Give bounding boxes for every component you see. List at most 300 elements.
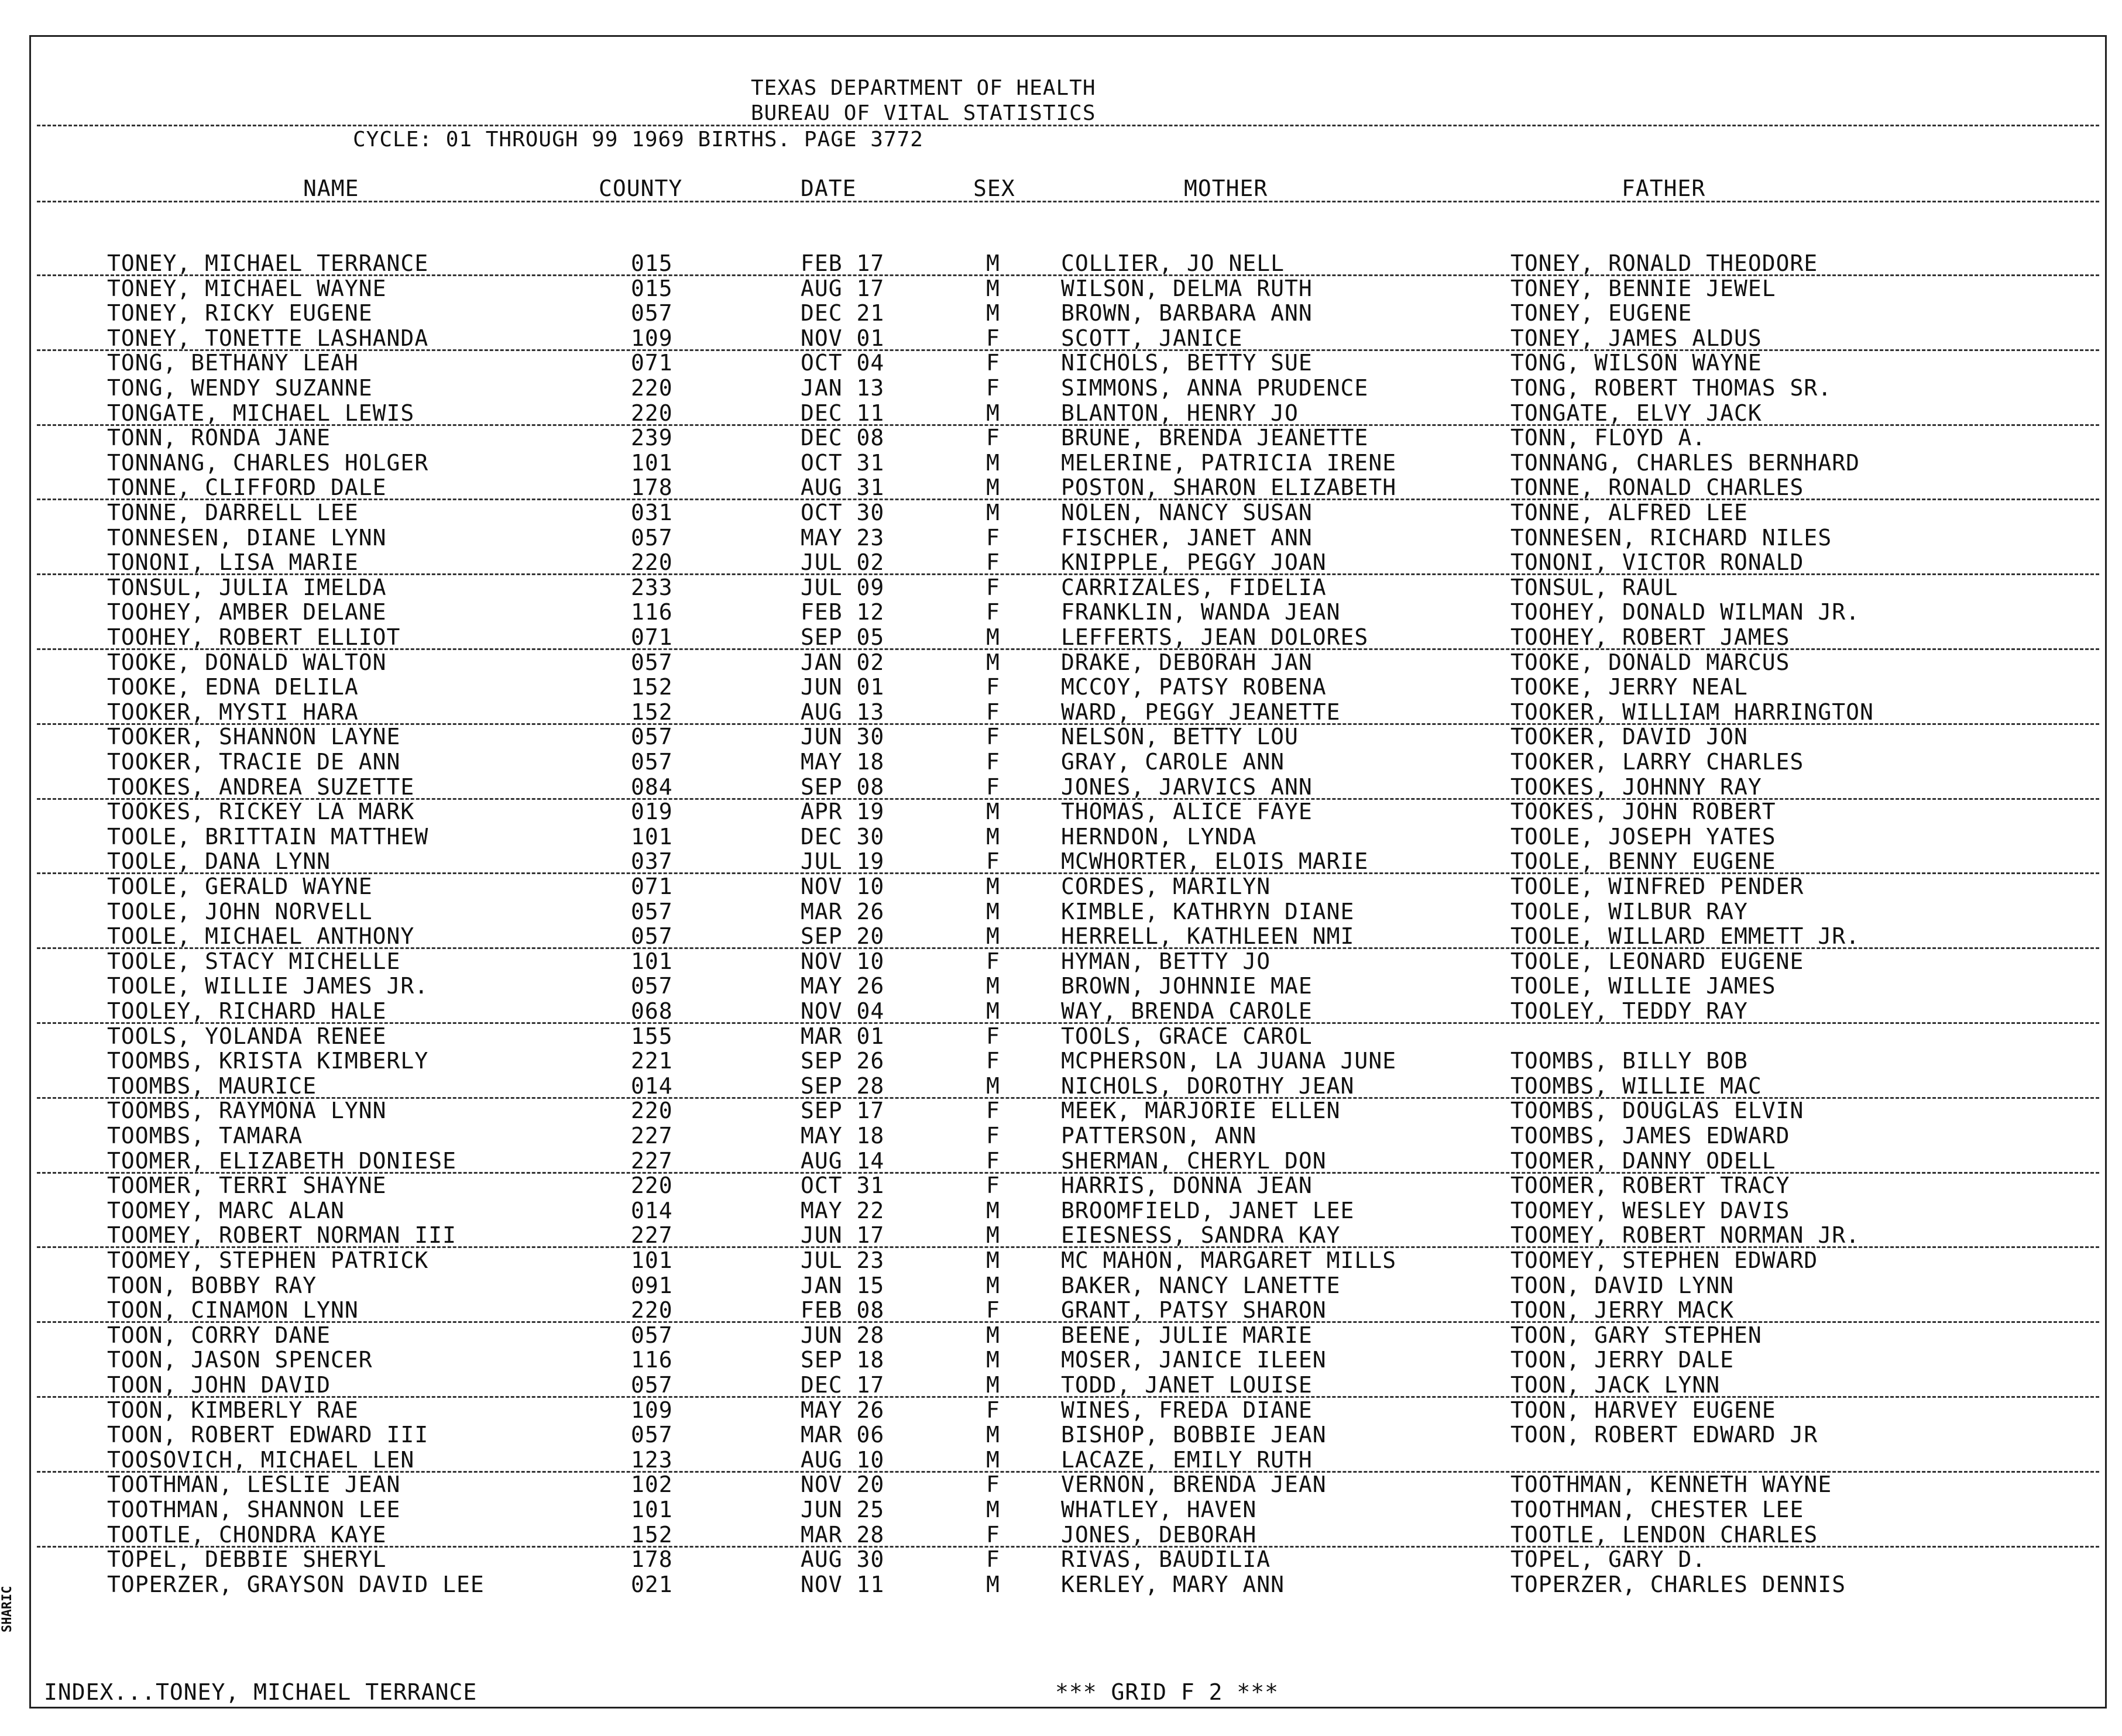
table-row (31, 651, 2105, 676)
record-name: TOON, KIMBERLY RAE (107, 1397, 359, 1423)
record-name: TOPERZER, GRAYSON DAVID LEE (107, 1571, 485, 1597)
record-county: 220 (631, 1173, 673, 1199)
table-row (31, 676, 2105, 700)
record-mother: EIESNESS, SANDRA KAY (1061, 1222, 1341, 1249)
record-sex: M (986, 250, 1000, 276)
record-sex: M (986, 1072, 1000, 1099)
record-date: AUG 17 (801, 275, 885, 301)
record-father: TOOMEY, STEPHEN EDWARD (1510, 1247, 1818, 1273)
table-row (31, 427, 2105, 451)
record-mother: COLLIER, JO NELL (1061, 250, 1285, 276)
record-date: SEP 17 (801, 1098, 885, 1124)
record-sex: F (986, 425, 1000, 451)
record-father: TONGATE, ELVY JACK (1510, 400, 1762, 426)
record-mother: VERNON, BRENDA JEAN (1061, 1472, 1327, 1498)
record-mother: BLANTON, HENRY JO (1061, 400, 1299, 426)
record-father: TONG, WILSON WAYNE (1510, 350, 1762, 376)
record-county: 068 (631, 998, 673, 1024)
record-sex: F (986, 1521, 1000, 1548)
record-father: TONNE, ALFRED LEE (1510, 500, 1748, 525)
record-sex: F (986, 749, 1000, 775)
record-date: FEB 12 (801, 599, 885, 625)
record-mother: WARD, PEGGY JEANETTE (1061, 699, 1341, 725)
record-county: 084 (631, 774, 673, 800)
record-mother: KERLEY, MARY ANN (1061, 1571, 1285, 1597)
table-row (31, 1446, 2105, 1473)
record-sex: M (986, 1422, 1000, 1448)
record-county: 227 (631, 1123, 673, 1149)
record-father: TOOHEY, DONALD WILMAN JR. (1510, 599, 1860, 625)
table-row (31, 1274, 2105, 1299)
table-row (31, 1174, 2105, 1199)
record-date: DEC 17 (801, 1372, 885, 1398)
record-mother: FISCHER, JANET ANN (1061, 524, 1313, 551)
record-name: TOON, BOBBY RAY (107, 1272, 317, 1298)
record-county: 239 (631, 425, 673, 451)
record-mother: CORDES, MARILYN (1061, 874, 1271, 899)
record-father: TOOMBS, JAMES EDWARD (1510, 1123, 1790, 1149)
record-county: 071 (631, 624, 673, 650)
record-mother: MOSER, JANICE ILEEN (1061, 1347, 1327, 1373)
record-date: MAY 22 (801, 1197, 885, 1223)
record-father: TONONI, VICTOR RONALD (1510, 549, 1804, 576)
record-sex: F (986, 599, 1000, 625)
record-sex: F (986, 1546, 1000, 1573)
record-mother: LACAZE, EMILY RUTH (1061, 1446, 1313, 1473)
record-date: MAR 28 (801, 1521, 885, 1548)
record-sex: F (986, 524, 1000, 551)
record-county: 021 (631, 1571, 673, 1597)
record-date: JAN 15 (801, 1272, 885, 1298)
table-row (31, 327, 2105, 352)
table-row (31, 476, 2105, 501)
record-father: TOOLE, WILBUR RAY (1510, 898, 1748, 924)
record-date: SEP 28 (801, 1072, 885, 1099)
record-county: 116 (631, 599, 673, 625)
table-row (31, 1025, 2105, 1050)
record-father: TOOMEY, ROBERT NORMAN JR. (1510, 1222, 1860, 1249)
record-father: TOON, HARVEY EUGENE (1510, 1397, 1776, 1423)
record-date: AUG 30 (801, 1546, 885, 1573)
record-name: TOON, ROBERT EDWARD III (107, 1422, 429, 1448)
record-name: TONNANG, CHARLES HOLGER (107, 449, 429, 476)
table-row (31, 975, 2105, 999)
record-sex: M (986, 874, 1000, 899)
record-date: SEP 05 (801, 624, 885, 650)
record-father: TOON, JERRY MACK (1510, 1297, 1735, 1324)
record-date: JUN 01 (801, 674, 885, 700)
record-county: 233 (631, 574, 673, 600)
record-father: TONEY, EUGENE (1510, 300, 1692, 326)
record-date: NOV 20 (801, 1472, 885, 1498)
record-name: TOOLE, DANA LYNN (107, 848, 331, 875)
table-row (31, 1224, 2105, 1249)
table-row (31, 302, 2105, 326)
record-father: TOOLE, JOSEPH YATES (1510, 823, 1776, 850)
document-page (29, 35, 2107, 1709)
grid-footer: *** GRID F 2 *** (1055, 1679, 1279, 1705)
record-mother: BAKER, NANCY LANETTE (1061, 1272, 1341, 1298)
record-mother: POSTON, SHARON ELIZABETH (1061, 475, 1397, 501)
column-header-mother: MOTHER (1184, 176, 1268, 201)
table-row (31, 1249, 2105, 1274)
record-mother: BROWN, BARBARA ANN (1061, 300, 1313, 326)
record-father: TOOLEY, TEDDY RAY (1510, 998, 1748, 1024)
record-name: TOOKER, TRACIE DE ANN (107, 749, 401, 775)
record-name: TOOHEY, AMBER DELANE (107, 599, 387, 625)
record-date: MAR 26 (801, 898, 885, 924)
record-county: 015 (631, 275, 673, 301)
record-name: TOON, CINAMON LYNN (107, 1297, 359, 1324)
record-date: AUG 13 (801, 699, 885, 725)
table-row (31, 800, 2105, 825)
record-date: JAN 13 (801, 375, 885, 401)
record-county: 152 (631, 1521, 673, 1548)
record-name: TOON, JOHN DAVID (107, 1372, 331, 1398)
table-row (31, 1199, 2105, 1224)
record-county: 057 (631, 749, 673, 775)
record-name: TONEY, MICHAEL TERRANCE (107, 250, 429, 276)
record-sex: M (986, 1247, 1000, 1273)
record-sex: M (986, 1347, 1000, 1373)
record-sex: M (986, 973, 1000, 999)
record-sex: M (986, 898, 1000, 924)
record-name: TOOMBS, MAURICE (107, 1072, 317, 1099)
record-date: AUG 10 (801, 1446, 885, 1473)
record-father: TOOKER, DAVID JON (1510, 724, 1748, 750)
record-county: 102 (631, 1472, 673, 1498)
table-row (31, 1072, 2105, 1099)
record-mother: BEENE, JULIE MARIE (1061, 1322, 1313, 1348)
record-county: 057 (631, 973, 673, 999)
table-row (31, 1374, 2105, 1398)
record-name: TONNE, CLIFFORD DALE (107, 475, 387, 501)
record-date: AUG 31 (801, 475, 885, 501)
record-name: TOOLE, JOHN NORVELL (107, 898, 373, 924)
record-father: TOPEL, GARY D. (1510, 1546, 1706, 1573)
record-father: TOOLE, BENNY EUGENE (1510, 848, 1776, 875)
table-row (31, 1521, 2105, 1548)
record-county: 071 (631, 874, 673, 899)
record-mother: THOMAS, ALICE FAYE (1061, 799, 1313, 825)
record-date: OCT 31 (801, 449, 885, 476)
record-date: FEB 08 (801, 1297, 885, 1324)
record-father: TOPERZER, CHARLES DENNIS (1510, 1571, 1846, 1597)
record-date: JUL 09 (801, 574, 885, 600)
record-mother: TODD, JANET LOUISE (1061, 1372, 1313, 1398)
record-name: TOOKE, EDNA DELILA (107, 674, 359, 700)
record-name: TOOKE, DONALD WALTON (107, 649, 387, 675)
record-father: TOOKES, JOHN ROBERT (1510, 799, 1776, 825)
record-date: JUN 17 (801, 1222, 885, 1249)
record-father: TOOKE, DONALD MARCUS (1510, 649, 1790, 675)
record-name: TOOKES, RICKEY LA MARK (107, 799, 415, 825)
record-county: 152 (631, 674, 673, 700)
record-county: 014 (631, 1072, 673, 1099)
record-sex: F (986, 948, 1000, 974)
table-row (31, 1473, 2105, 1498)
record-date: AUG 14 (801, 1147, 885, 1174)
record-date: DEC 21 (801, 300, 885, 326)
record-county: 057 (631, 1372, 673, 1398)
table-row (31, 1498, 2105, 1523)
record-sex: M (986, 300, 1000, 326)
record-county: 109 (631, 1397, 673, 1423)
table-row (31, 1548, 2105, 1573)
record-date: NOV 10 (801, 874, 885, 899)
record-sex: F (986, 325, 1000, 351)
record-name: TONN, RONDA JANE (107, 425, 331, 451)
table-row (31, 601, 2105, 625)
table-row (31, 576, 2105, 601)
record-county: 091 (631, 1272, 673, 1298)
table-row (31, 1324, 2105, 1349)
record-name: TOOLE, STACY MICHELLE (107, 948, 401, 974)
record-sex: F (986, 699, 1000, 725)
record-father: TONN, FLOYD A. (1510, 425, 1706, 451)
index-footer: INDEX...TONEY, MICHAEL TERRANCE (44, 1679, 478, 1705)
record-sex: F (986, 1123, 1000, 1149)
table-row (31, 524, 2105, 551)
table-row (31, 277, 2105, 302)
record-name: TOOLE, GERALD WAYNE (107, 874, 373, 899)
table-row (31, 726, 2105, 750)
record-mother: WAY, BRENDA CAROLE (1061, 998, 1313, 1024)
record-name: TOOMEY, ROBERT NORMAN III (107, 1222, 456, 1249)
record-name: TONGATE, MICHAEL LEWIS (107, 400, 415, 426)
record-county: 152 (631, 699, 673, 725)
column-header-sex: SEX (973, 176, 1015, 201)
record-date: OCT 31 (801, 1173, 885, 1199)
record-date: JAN 02 (801, 649, 885, 675)
record-mother: GRAY, CAROLE ANN (1061, 749, 1285, 775)
record-county: 220 (631, 1297, 673, 1324)
record-name: TOOHEY, ROBERT ELLIOT (107, 624, 401, 650)
table-row (31, 352, 2105, 376)
record-county: 057 (631, 524, 673, 551)
record-date: DEC 30 (801, 823, 885, 850)
record-father: TOOMER, DANNY ODELL (1510, 1147, 1776, 1174)
record-name: TOON, JASON SPENCER (107, 1347, 373, 1373)
record-name: TONEY, MICHAEL WAYNE (107, 275, 387, 301)
record-mother: MCWHORTER, ELOIS MARIE (1061, 848, 1369, 875)
record-sex: F (986, 1048, 1000, 1074)
table-row (31, 950, 2105, 975)
record-name: TONNE, DARRELL LEE (107, 500, 359, 525)
column-header-county: COUNTY (599, 176, 683, 201)
record-sex: M (986, 923, 1000, 950)
record-father: TONSUL, RAUL (1510, 574, 1678, 600)
table-row (31, 1573, 2105, 1598)
record-mother: HERRELL, KATHLEEN NMI (1061, 923, 1355, 950)
record-father: TOOKES, JOHNNY RAY (1510, 774, 1762, 800)
table-row (31, 823, 2105, 850)
record-sex: F (986, 1297, 1000, 1324)
record-county: 031 (631, 500, 673, 525)
record-mother: MCPHERSON, LA JUANA JUNE (1061, 1048, 1397, 1074)
record-date: NOV 11 (801, 1571, 885, 1597)
record-name: TOOTLE, CHONDRA KAYE (107, 1521, 387, 1548)
record-county: 220 (631, 400, 673, 426)
record-father: TONEY, RONALD THEODORE (1510, 250, 1818, 276)
record-date: NOV 10 (801, 948, 885, 974)
record-mother: NICHOLS, BETTY SUE (1061, 350, 1313, 376)
record-name: TOOMER, ELIZABETH DONIESE (107, 1147, 456, 1174)
record-sex: M (986, 1571, 1000, 1597)
record-date: DEC 11 (801, 400, 885, 426)
record-name: TOOLS, YOLANDA RENEE (107, 1023, 387, 1049)
record-mother: LEFFERTS, JEAN DOLORES (1061, 624, 1369, 650)
record-father: TOOMER, ROBERT TRACY (1510, 1173, 1790, 1199)
record-father: TOOMBS, BILLY BOB (1510, 1048, 1748, 1074)
record-mother: HYMAN, BETTY JO (1061, 948, 1271, 974)
record-sex: M (986, 799, 1000, 825)
table-row (31, 449, 2105, 476)
record-mother: NELSON, BETTY LOU (1061, 724, 1299, 750)
record-county: 101 (631, 823, 673, 850)
record-mother: BISHOP, BOBBIE JEAN (1061, 1422, 1327, 1448)
record-sex: F (986, 549, 1000, 576)
record-mother: NOLEN, NANCY SUSAN (1061, 500, 1313, 525)
record-name: TONONI, LISA MARIE (107, 549, 359, 576)
record-sex: F (986, 1173, 1000, 1199)
record-father: TONNE, RONALD CHARLES (1510, 475, 1804, 501)
record-sex: F (986, 1023, 1000, 1049)
record-name: TOOLE, WILLIE JAMES JR. (107, 973, 429, 999)
record-name: TOOTHMAN, LESLIE JEAN (107, 1472, 401, 1498)
record-mother: FRANKLIN, WANDA JEAN (1061, 599, 1341, 625)
table-row (31, 925, 2105, 950)
record-name: TOOKER, SHANNON LAYNE (107, 724, 401, 750)
table-row (31, 1147, 2105, 1174)
record-county: 057 (631, 1322, 673, 1348)
record-date: SEP 26 (801, 1048, 885, 1074)
record-date: OCT 04 (801, 350, 885, 376)
table-row (31, 701, 2105, 726)
record-sex: F (986, 1472, 1000, 1498)
record-father: TOOLE, WINFRED PENDER (1510, 874, 1804, 899)
record-sex: M (986, 400, 1000, 426)
record-county: 071 (631, 350, 673, 376)
record-sex: M (986, 624, 1000, 650)
record-sex: M (986, 1446, 1000, 1473)
table-row (31, 1000, 2105, 1025)
record-mother: MEEK, MARJORIE ELLEN (1061, 1098, 1341, 1124)
record-mother: DRAKE, DEBORAH JAN (1061, 649, 1313, 675)
table-row (31, 1299, 2105, 1324)
record-father: TOOTLE, LENDON CHARLES (1510, 1521, 1818, 1548)
record-sex: M (986, 1197, 1000, 1223)
record-sex: F (986, 1147, 1000, 1174)
table-row (31, 1349, 2105, 1373)
record-county: 057 (631, 898, 673, 924)
record-father: TOOHEY, ROBERT JAMES (1510, 624, 1790, 650)
record-sex: M (986, 998, 1000, 1024)
record-mother: BRUNE, BRENDA JEANETTE (1061, 425, 1369, 451)
record-date: JUN 28 (801, 1322, 885, 1348)
record-mother: WHATLEY, HAVEN (1061, 1497, 1257, 1522)
record-date: MAY 18 (801, 1123, 885, 1149)
record-county: 015 (631, 250, 673, 276)
column-header-date: DATE (801, 176, 857, 201)
record-sex: F (986, 574, 1000, 600)
record-date: APR 19 (801, 799, 885, 825)
record-sex: F (986, 1098, 1000, 1124)
record-name: TOOKES, ANDREA SUZETTE (107, 774, 415, 800)
table-row (31, 252, 2105, 277)
record-date: NOV 04 (801, 998, 885, 1024)
record-county: 037 (631, 848, 673, 875)
record-date: MAR 01 (801, 1023, 885, 1049)
record-name: TOOLEY, RICHARD HALE (107, 998, 387, 1024)
record-father: TOOMEY, WESLEY DAVIS (1510, 1197, 1790, 1223)
record-county: 101 (631, 948, 673, 974)
record-date: FEB 17 (801, 250, 885, 276)
record-sex: F (986, 674, 1000, 700)
record-name: TOOSOVICH, MICHAEL LEN (107, 1446, 415, 1473)
record-mother: CARRIZALES, FIDELIA (1061, 574, 1327, 600)
record-sex: F (986, 774, 1000, 800)
record-sex: F (986, 350, 1000, 376)
bureau-title: BUREAU OF VITAL STATISTICS (751, 101, 1096, 125)
record-name: TOOMBS, KRISTA KIMBERLY (107, 1048, 429, 1074)
record-county: 057 (631, 1422, 673, 1448)
record-mother: HERNDON, LYNDA (1061, 823, 1257, 850)
record-county: 109 (631, 325, 673, 351)
record-name: TOOTHMAN, SHANNON LEE (107, 1497, 401, 1522)
record-father: TOOKER, LARRY CHARLES (1510, 749, 1804, 775)
record-mother: NICHOLS, DOROTHY JEAN (1061, 1072, 1355, 1099)
table-row (31, 1399, 2105, 1424)
record-county: 057 (631, 923, 673, 950)
record-sex: M (986, 449, 1000, 476)
record-date: JUL 23 (801, 1247, 885, 1273)
record-father: TOOTHMAN, KENNETH WAYNE (1510, 1472, 1832, 1498)
record-father: TOOLE, WILLIE JAMES (1510, 973, 1776, 999)
record-county: 220 (631, 375, 673, 401)
record-sex: M (986, 500, 1000, 525)
table-row (31, 900, 2105, 925)
record-sex: M (986, 275, 1000, 301)
birth-records-table (31, 37, 2105, 1707)
record-name: TOOMEY, STEPHEN PATRICK (107, 1247, 429, 1273)
record-mother: PATTERSON, ANN (1061, 1123, 1257, 1149)
column-header-father: FATHER (1622, 176, 1706, 201)
record-father: TOOKE, JERRY NEAL (1510, 674, 1748, 700)
record-county: 101 (631, 1247, 673, 1273)
record-county: 220 (631, 549, 673, 576)
record-county: 116 (631, 1347, 673, 1373)
record-mother: SCOTT, JANICE (1061, 325, 1243, 351)
record-father: TONNESEN, RICHARD NILES (1510, 524, 1832, 551)
record-sex: M (986, 1222, 1000, 1249)
record-father: TOON, JACK LYNN (1510, 1372, 1721, 1398)
record-name: TOOMBS, RAYMONA LYNN (107, 1098, 387, 1124)
record-county: 101 (631, 1497, 673, 1522)
record-date: OCT 30 (801, 500, 885, 525)
table-row (31, 875, 2105, 900)
record-county: 155 (631, 1023, 673, 1049)
record-mother: KIMBLE, KATHRYN DIANE (1061, 898, 1355, 924)
record-date: JUL 02 (801, 549, 885, 576)
record-father: TONNANG, CHARLES BERNHARD (1510, 449, 1860, 476)
record-father: TOOKER, WILLIAM HARRINGTON (1510, 699, 1874, 725)
table-row (31, 1050, 2105, 1074)
record-date: DEC 08 (801, 425, 885, 451)
record-date: MAY 18 (801, 749, 885, 775)
cycle-line: CYCLE: 01 THROUGH 99 1969 BIRTHS. PAGE 3772 (353, 128, 923, 152)
record-county: 227 (631, 1222, 673, 1249)
